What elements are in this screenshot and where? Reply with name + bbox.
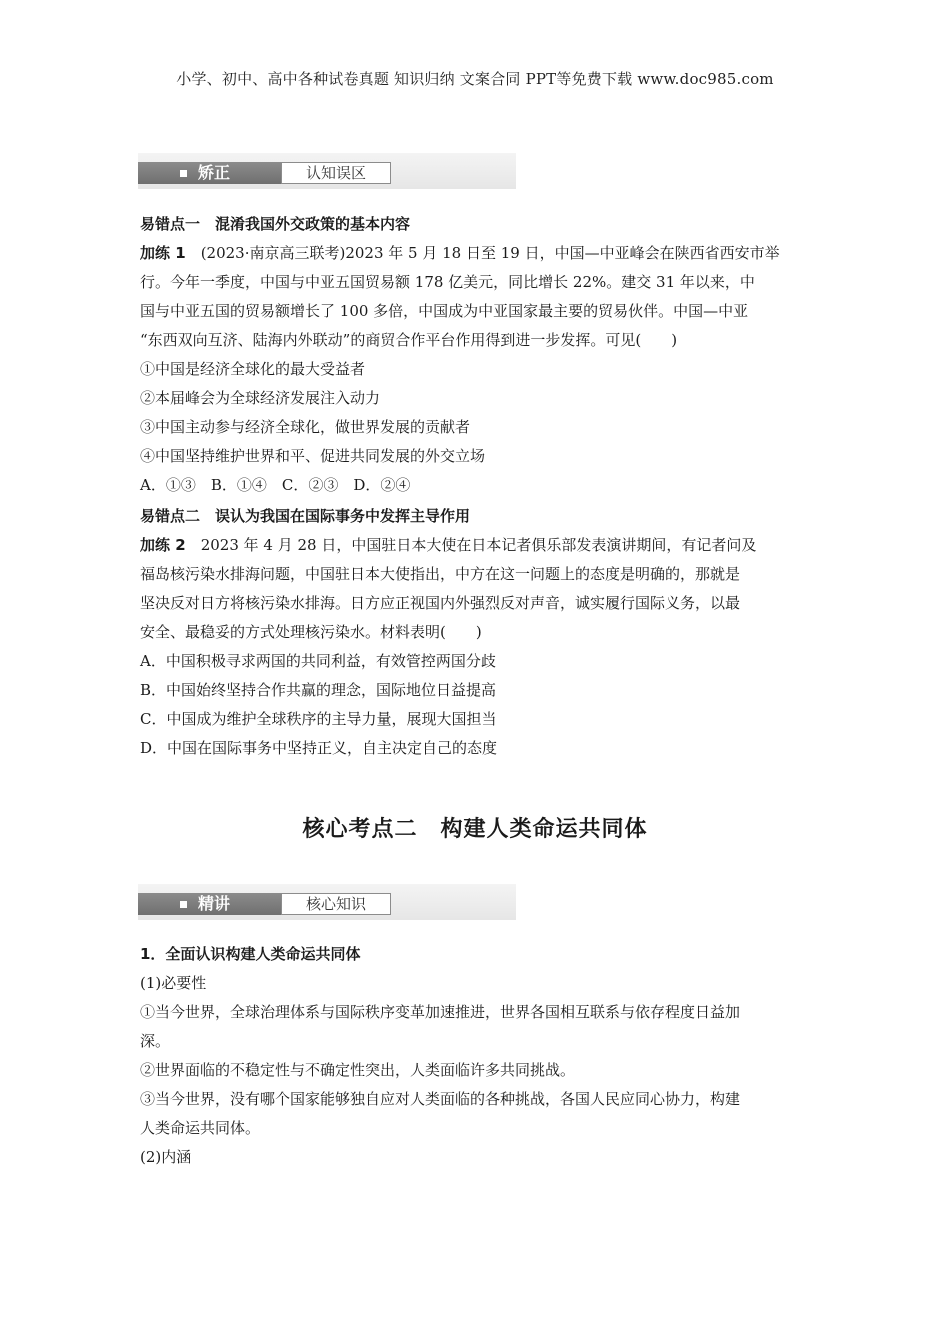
statement-item: ②本届峰会为全球经济发展注入动力 [140, 389, 381, 407]
section-banner-lecture [138, 884, 516, 920]
knowledge-line: 人类命运共同体。 [140, 1119, 261, 1137]
option-item: D．中国在国际事务中坚持正义，自主决定自己的态度 [140, 739, 498, 757]
knowledge-line: 深。 [140, 1032, 171, 1050]
statement-item: ①中国是经济全球化的最大受益者 [140, 360, 366, 378]
knowledge-line: ①当今世界，全球治理体系与国际秩序变革加速推进，世界各国相互联系与依存程度日益加 [140, 1003, 741, 1021]
error-point-2-title: 易错点二 误认为我国在国际事务中发挥主导作用 [140, 507, 471, 525]
exercise-1-stem-line: 行。今年一季度，中国与中亚五国贸易额 178 亿美元，同比增长 22%。建交 31 年以来，中 [140, 273, 755, 291]
exercise-1-stem: 加练 1 (2023·南京高三联考)2023 年 5 月 18 日至 19 日，中国—中亚峰会在陕西省西安市举 [140, 244, 780, 262]
banner-dark-label: 矫正 [198, 163, 231, 182]
error-points-block [140, 210, 812, 763]
knowledge-line: ②世界面临的不稳定性与不确定性突出，人类面临许多共同挑战。 [140, 1061, 576, 1079]
section-title: 核心考点二 构建人类命运共同体 [302, 817, 648, 842]
banner-light-label: 认知误区 [281, 162, 391, 184]
exercise-1-options: A．①③ B．①④ C．②③ D．②④ [140, 476, 411, 494]
knowledge-block [140, 940, 812, 1172]
banner-dark-tab [138, 893, 281, 915]
square-bullet-icon [180, 901, 187, 908]
section-banner-correction [138, 153, 516, 189]
banner-light-label: 核心知识 [281, 893, 391, 915]
statement-item: ③中国主动参与经济全球化，做世界发展的贡献者 [140, 418, 471, 436]
option-item: A．中国积极寻求两国的共同利益，有效管控两国分歧 [140, 652, 496, 670]
exercise-1-stem-line: “东西双向互济、陆海内外联动”的商贸合作平台作用得到进一步发挥。可见( ) [140, 331, 678, 349]
exercise-2-label: 加练 2 [140, 536, 186, 554]
page-header: 小学、初中、高中各种试卷真题 知识归纳 文案合同 PPT等免费下载 www.doc985.com [176, 70, 774, 88]
square-bullet-icon [180, 170, 187, 177]
exercise-2-stem-line: 安全、最稳妥的方式处理核污染水。材料表明( ) [140, 623, 482, 641]
exercise-2-stem: 加练 2 2023 年 4 月 28 日，中国驻日本大使在日本记者俱乐部发表演讲期间，有记者问及 [140, 536, 757, 554]
banner-dark-tab [138, 162, 281, 184]
exercise-1-stem-line: 国与中亚五国的贸易额增长了 100 多倍，中国成为中亚国家最主要的贸易伙伴。中国—中亚 [140, 302, 749, 320]
statement-item: ④中国坚持维护世界和平、促进共同发展的外交立场 [140, 447, 486, 465]
exercise-1-label: 加练 1 [140, 244, 186, 262]
subheading-necessity: (1)必要性 [140, 974, 207, 992]
subheading-connotation: (2)内涵 [140, 1148, 192, 1166]
option-item: C．中国成为维护全球秩序的主导力量，展现大国担当 [140, 710, 497, 728]
option-item: B．中国始终坚持合作共赢的理念，国际地位日益提高 [140, 681, 497, 699]
exercise-2-stem-line: 福岛核污染水排海问题，中国驻日本大使指出，中方在这一问题上的态度是明确的，那就是 [140, 565, 741, 583]
knowledge-line: ③当今世界，没有哪个国家能够独自应对人类面临的各种挑战，各国人民应同心协力，构建 [140, 1090, 741, 1108]
exercise-2-stem-line: 坚决反对日方将核污染水排海。日方应正视国内外强烈反对声音，诚实履行国际义务，以最 [140, 594, 741, 612]
error-point-1-title: 易错点一 混淆我国外交政策的基本内容 [140, 215, 411, 233]
knowledge-heading: 1．全面认识构建人类命运共同体 [140, 945, 361, 963]
banner-dark-label: 精讲 [198, 894, 231, 913]
